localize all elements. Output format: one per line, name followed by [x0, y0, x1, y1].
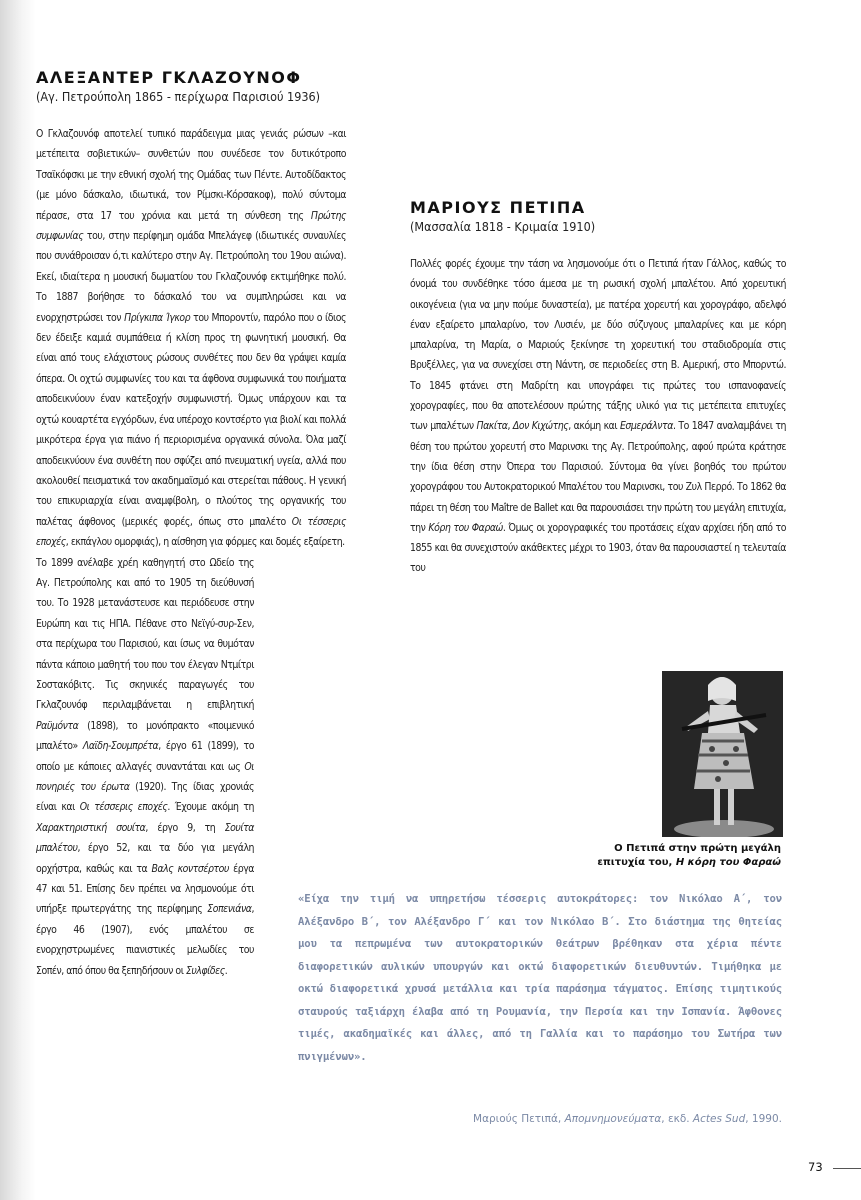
article-subtitle: (Μασσαλία 1818 - Κριμαία 1910) — [410, 219, 596, 234]
article-title: ΑΛΕΞΑΝΤΕΡ ΓΚΛΑΖΟΥΝΟΦ — [36, 68, 302, 87]
caption-line: επιτυχία του, Η κόρη του Φαραώ — [597, 857, 781, 868]
article-petipa — [410, 198, 786, 579]
page-number: 73 — [808, 1160, 823, 1174]
photo-caption — [436, 842, 781, 870]
page-number-rule — [833, 1168, 861, 1169]
dancer-photo-graphic — [662, 671, 783, 837]
pull-quote: «Είχα την τιμή να υπηρετήσω τέσσερις αυτοκράτορες: τον Νικόλαο Α΄, τον Αλέξανδρο Β΄, τον Αλέξανδρο Γ΄ και τον Νικόλαο Β΄. Στο διάστημα της θητείας μου τα πεπρωμένα των αυτοκρατορικών θεάτρων βρέθηκαν στα χέρια πέντε διαφορετικών αυλικών υπουργών και οκτώ διαφορετικών διευθυντών. Τιμήθηκα με οκτώ διαφορετικά χρυσά μετάλλια και τρία παράσημα τάγματος. Επίσης τιμητικούς σταυρούς ταξιάρχη έλαβα από τη Ρουμανία, την Περσία και την Ισπανία. Άφθονες τιμές, ακαδημαϊκές και άλλες, από τη Γαλλία και το παράσημο του Σωτήρα των πνιγμένων». — [298, 893, 782, 1063]
body-paragraph: Το 1899 ανέλαβε χρέη καθηγητή στο Ωδείο της Αγ. Πετρούπολης και από το 1905 τη διεύθυνσή του. Το 1928 μετανάστευσε και περιόδευσε στην Ευρώπη και τις ΗΠΑ. Πέθανε στο Νεϊγύ-συρ-Σεν, στα περίχωρα του Παρισιού, και ίσως να θυμόταν πάντα κάποιο μαθητή του που τον έλεγαν Ντμίτρι Σοστακόβιτς. Τις σκηνικές παραγωγές του Γκλαζουνόφ περιλαμβάνεται η επιβλητική Ραϋμόντα (1898), το μονόπρακτο «ποιμενικό μπαλέτο» Λαϊδη-Σουμπρέτα, έργο 61 (1899), το οποίο με κάποιες αλλαγές συναντάται και ως Οι πονηριές του έρωτα (1920). Της ίδιας χρονιάς είναι και Οι τέσσερις εποχές. Έχουμε ακόμη τη Χαρακτηριστική σουίτα, έργο 9, τη Σουίτα μπαλέτου, έργο 52, και τα δύο για μεγάλη ορχήστρα, καθώς και τα Βαλς κοντσέρτου έργα 47 και 51. Επίσης δεν πρέπει να λησμονούμε ότι υπήρξε πρωτεργάτης της περίφημης Σοπενιάνα, έργο 46 (1907), ενός μπαλέτου σε ενορχηστρωμένες πιανιστικές μελωδίες του Σοπέν, από όπου θα ξεπηδήσουν οι Συλφίδες. — [36, 556, 255, 977]
article-glazunov — [36, 68, 346, 981]
article-subtitle: (Αγ. Πετρούπολη 1865 - περίχωρα Παρισιού 1936) — [36, 89, 321, 104]
dancer-photo — [662, 671, 783, 837]
page-gutter-shadow — [0, 0, 36, 1200]
body-paragraph: Ο Γκλαζουνόφ αποτελεί τυπικό παράδειγμα μιας γενιάς ρώσων –και μετέπειτα σοβιετικών– συνθετών που συνέδεσε τον δυτικότροπο Τσαϊκόφσκι με την εθνική σχολή της Ομάδας των Πέντε. Αυτοδίδακτος (με μόνο δάσκαλο, ιδιωτικά, τον Ρίμσκι-Κόρσακοφ), πολύ σύντομα πέρασε, στα 17 του χρόνια και μετά τη σύνθεση της Πρώτης συμφωνίας του, στην περίφημη ομάδα Μπελάγεφ (ιδιωτικές συναυλίες που συνάθροισαν ό,τι καλύτερο στην Αγ. Πετρούπολη του 19ου αιώνα). Εκεί, ιδιαίτερα η μουσική δωματίου του Γκλαζουνόφ εκτιμήθηκε πολύ. Το 1887 βοήθησε το δάσκαλό του να συμπληρώσει και να ενορχηστρώσει τον Πρίγκιπα Ίγκορ του Μποροντίν, παρόλο που ο ίδιος δεν έδειξε καμιά συμπάθεια ή κλίση προς τη φωνητική μουσική. Θα είναι από τους ελάχιστους ρώσους συνθέτες που δεν θα γράψει καμία όπερα. Οι οχτώ συμφωνίες του και τα άφθονα συμφωνικά του ποιήματα αποδεικνύουν έναν κατεξοχήν συμφωνιστή. Όμως υπάρχουν και τα οχτώ κουαρτέτα εγχόρδων, ένα υπέροχο κοντσέρτο για βιολί και πολλά μικρότερα έργα για πιάνο ή περιορισμένα οργανικά σύνολα. Όλα μαζί αποδεικνύουν ένα συνθέτη που σφύζει από πνευματική υγεία, αλλά που ακολουθεί πεισματικά τον ακαδημαϊσμό και στερείται πάθους. Η γενική του επικυριαρχία είναι αναμφίβολη, ο πλούτος της οργανικής του παλέτας άφθονος (μερικές φορές, όπως στο μπαλέτο Οι τέσσερις εποχές, εκπάγλου ομορφιάς), η αίσθηση για φόρμες και δομές εξαίρετη. — [36, 128, 347, 549]
caption-line: Ο Πετιπά στην πρώτη μεγάλη — [614, 843, 781, 854]
quote-source: Μαριούς Πετιπά, Απομνημονεύματα, εκδ. Actes Sud, 1990. — [473, 1113, 782, 1125]
article-title: ΜΑΡΙΟΥΣ ΠΕΤΙΠΑ — [410, 198, 586, 217]
body-paragraph: Πολλές φορές έχουμε την τάση να λησμονούμε ότι ο Πετιπά ήταν Γάλλος, καθώς το όνομά του συνδέθηκε τόσο άμεσα με τη ρωσική σχολή μπαλέτου. Από χορευτική οικογένεια (για να μην πούμε δυναστεία), με πατέρα χορευτή και χορογράφο, αδελφό έναν εξαίρετο μπαλαρίνο, τον Λυσιέν, με δύο σύζυγους μπαλαρίνες και με κόρη μπαλαρίνα, τη Μαρία, ο Μαριούς ξεκίνησε τη χορευτική του σταδιοδρομία στις Βρυξέλλες, για να συνεχίσει στη Νάντη, σε περιοδείες στη Β. Αμερική, στο Μπορντώ. Το 1845 φτάνει στη Μαδρίτη και υπογράφει τις πρώτες του ισπανοφανείς χορογραφίες, που θα αποτελέσουν πρώτης τάξης υλικό για τις μετέπειτα επιτυχίες των μπαλέτων Πακίτα, Δον Κιχώτης, ακόμη και Εσμεράλντα. Το 1847 αναλαμβάνει τη θέση του πρώτου χορευτή στο Μαρινσκι της Αγ. Πετρούπολης, αφού πρώτα κράτησε την ίδια θέση στην Όπερα του Παρισιού. Σύντομα θα γίνει βοηθός του πρώτου χορογράφου του Αυτοκρατορικού Μπαλέτου του Μαρινσκι, του Ζυλ Περρό. Το 1862 θα πάρει τη θέση του Maître de Ballet και θα παρουσιάσει την πρώτη του μεγάλη επιτυχία, την Κόρη του Φαραώ. Όμως οι χορογραφικές του προτάσεις είχαν αρχίσει ήδη από το 1855 και θα συνεχιστούν ακάθεκτες μέχρι το 1903, όταν θα παρουσιαστεί η τελευταία του — [410, 258, 786, 575]
